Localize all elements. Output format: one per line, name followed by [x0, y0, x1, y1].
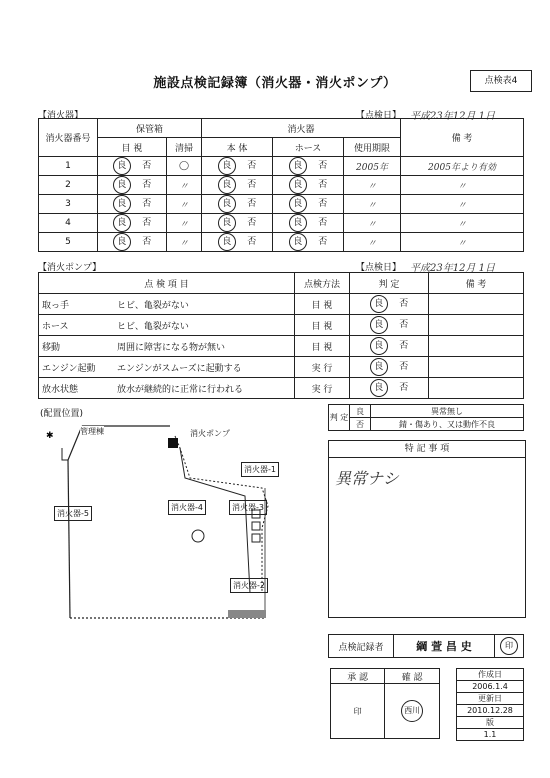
hatched-area	[228, 610, 266, 618]
map-bldg: 管理棟	[80, 427, 104, 436]
hdr-judge: 判 定	[350, 273, 429, 294]
good-mark: 良	[289, 233, 307, 251]
approve-mark: 印	[331, 684, 385, 739]
ext-no: 4	[39, 214, 98, 233]
item-judge	[350, 336, 429, 357]
pump-date-label: 【点検日】	[356, 263, 402, 273]
item-desc: 周囲に障害になる物が無い	[114, 336, 295, 357]
expiry: 〃	[344, 195, 401, 214]
bad-mark: 否	[318, 237, 328, 247]
hdr-hose: ホース	[273, 138, 344, 157]
item-name: エンジン起動	[39, 357, 115, 378]
notes-label: 特 記 事 項	[329, 441, 525, 458]
inspector-label: 点検記録者	[329, 635, 394, 658]
hdr-clean: 清掃	[167, 138, 202, 157]
version-label: 版	[457, 717, 524, 729]
body-check	[202, 176, 273, 195]
map-e4: 消火器-4	[168, 500, 206, 515]
good-mark: 良	[113, 233, 131, 251]
body-check	[202, 195, 273, 214]
ext-date-label: 【点検日】	[356, 111, 402, 121]
hose-check	[273, 233, 344, 252]
item-remarks	[429, 336, 524, 357]
hdr-no: 消火器番号	[39, 119, 98, 157]
hose-check	[273, 214, 344, 233]
bad-mark: 否	[142, 199, 152, 209]
hose-check	[273, 157, 344, 176]
item-desc: ヒビ、亀裂がない	[114, 294, 295, 315]
good-mark: 良	[370, 295, 388, 313]
page-title: 施設点検記録簿（消火器・消火ポンプ）	[153, 76, 397, 91]
table-row	[39, 157, 524, 176]
item-name: 移動	[39, 336, 115, 357]
remarks: 〃	[401, 233, 524, 252]
good-mark: 良	[218, 157, 236, 175]
item-remarks	[429, 315, 524, 336]
box-visual	[98, 195, 167, 214]
table-row	[39, 195, 524, 214]
bad-mark: 否	[247, 237, 257, 247]
good-mark: 良	[218, 233, 236, 251]
bad-mark: 否	[318, 199, 328, 209]
bad-mark: 否	[247, 161, 257, 171]
meta-table	[456, 668, 524, 741]
good-mark: 良	[113, 176, 131, 194]
item-desc: ヒビ、亀裂がない	[114, 315, 295, 336]
bad-mark: 否	[142, 161, 152, 171]
bad-mark: 否	[318, 161, 328, 171]
good-mark: 良	[289, 176, 307, 194]
legend-bad-desc: 錆・傷あり、又は動作不良	[371, 418, 524, 431]
bad-mark: 否	[399, 320, 409, 330]
hdr-visual: 目 視	[98, 138, 167, 157]
form-number: 点検表4	[470, 70, 532, 92]
item-method: 目 視	[295, 294, 350, 315]
table-row	[39, 176, 524, 195]
box-visual	[98, 233, 167, 252]
bad-mark: 否	[318, 180, 328, 190]
expiry: 2005年	[344, 157, 401, 176]
ext-section-label: 【消火器】	[38, 111, 84, 121]
approval-table	[330, 668, 440, 739]
good-mark: 良	[113, 157, 131, 175]
item-judge	[350, 357, 429, 378]
inspector-seal: 印	[500, 637, 518, 655]
body-check	[202, 233, 273, 252]
item-name: 取っ手	[39, 294, 115, 315]
bad-mark: 否	[142, 237, 152, 247]
good-mark: 良	[370, 316, 388, 334]
item-judge	[350, 294, 429, 315]
expiry: 〃	[344, 176, 401, 195]
good-mark: 良	[218, 214, 236, 232]
version: 1.1	[457, 729, 524, 741]
map-e1: 消火器-1	[241, 462, 279, 477]
expiry: 〃	[344, 233, 401, 252]
notes-text: 異常ナシ	[335, 469, 399, 488]
good-mark: 良	[113, 195, 131, 213]
good-mark: 良	[370, 358, 388, 376]
table-row	[39, 214, 524, 233]
table-row	[39, 294, 524, 315]
box-clean: 〃	[167, 233, 202, 252]
pump-section-label: 【消火ポンプ】	[38, 263, 102, 273]
ext-no: 2	[39, 176, 98, 195]
item-method: 実 行	[295, 357, 350, 378]
item-method: 目 視	[295, 336, 350, 357]
map-pump: 消火ポンプ	[190, 429, 230, 438]
north-arrow: ✱	[46, 431, 54, 441]
table-row	[39, 233, 524, 252]
item-judge	[350, 378, 429, 399]
bad-mark: 否	[142, 180, 152, 190]
box-clean: 〃	[167, 214, 202, 233]
table-row	[39, 315, 524, 336]
bad-mark: 否	[142, 218, 152, 228]
box-clean: 〃	[167, 176, 202, 195]
pump-date: 平成23年12月 1日	[410, 263, 495, 274]
hdr-item: 点 検 項 目	[39, 273, 295, 294]
item-judge	[350, 315, 429, 336]
bad-mark: 否	[318, 218, 328, 228]
bad-mark: 否	[399, 341, 409, 351]
ext-no: 1	[39, 157, 98, 176]
good-mark: 良	[289, 195, 307, 213]
legend-judge: 判 定	[329, 405, 350, 431]
item-method: 実 行	[295, 378, 350, 399]
ext-date: 平成23年12月 1日	[410, 111, 495, 122]
inspector-table	[328, 634, 524, 658]
remarks: 〃	[401, 176, 524, 195]
created-date: 2006.1.4	[457, 681, 524, 693]
ext-no: 5	[39, 233, 98, 252]
notes-box	[328, 440, 526, 618]
layout-map	[40, 418, 280, 632]
good-mark: 良	[289, 214, 307, 232]
pump-marker	[168, 438, 178, 448]
inspector-name: 綱 萱 昌 史	[394, 635, 495, 658]
good-mark: 良	[370, 337, 388, 355]
map-e2: 消火器-2	[230, 578, 268, 593]
bad-mark: 否	[399, 362, 409, 372]
hydrant-circle	[192, 530, 204, 542]
hdr-method: 点検方法	[295, 273, 350, 294]
good-mark: 良	[218, 176, 236, 194]
created-label: 作成日	[457, 669, 524, 681]
bad-mark: 否	[247, 199, 257, 209]
box-visual	[98, 157, 167, 176]
item-remarks	[429, 357, 524, 378]
item-method: 目 視	[295, 315, 350, 336]
remarks: 〃	[401, 214, 524, 233]
legend-table	[328, 404, 524, 431]
legend-good-desc: 異常無し	[371, 405, 524, 418]
item-desc: 放水が継続的に正常に行われる	[114, 378, 295, 399]
table-row	[39, 378, 524, 399]
box-clean: ◯	[167, 157, 202, 176]
legend-good: 良	[350, 405, 371, 418]
item-remarks	[429, 294, 524, 315]
good-mark: 良	[113, 214, 131, 232]
updated-date: 2010.12.28	[457, 705, 524, 717]
hose-check	[273, 195, 344, 214]
item-name: 放水状態	[39, 378, 115, 399]
layout-label: (配置位置)	[40, 409, 84, 419]
hose-check	[273, 176, 344, 195]
item-remarks	[429, 378, 524, 399]
bad-mark: 否	[247, 218, 257, 228]
good-mark: 良	[218, 195, 236, 213]
pump-table	[38, 272, 524, 399]
bad-mark: 否	[247, 180, 257, 190]
good-mark: 良	[370, 379, 388, 397]
hdr-expiry: 使用期限	[344, 138, 401, 157]
ext-table	[38, 118, 524, 252]
hdr-remarks: 備 考	[401, 119, 524, 157]
map-e5: 消火器-5	[54, 506, 92, 521]
remarks: 2005年より有効	[401, 157, 524, 176]
item-desc: エンジンがスムーズに起動する	[114, 357, 295, 378]
map-e3: 消火器-3	[229, 500, 267, 515]
box-clean: 〃	[167, 195, 202, 214]
ext-no: 3	[39, 195, 98, 214]
body-check	[202, 214, 273, 233]
remarks: 〃	[401, 195, 524, 214]
hdr-body: 本 体	[202, 138, 273, 157]
confirm-seal: 西川	[401, 700, 423, 722]
bad-mark: 否	[399, 383, 409, 393]
table-row	[39, 336, 524, 357]
box-visual	[98, 176, 167, 195]
hdr-ext: 消火器	[202, 119, 401, 138]
hdr-pump-remarks: 備 考	[429, 273, 524, 294]
approve-label: 承 認	[331, 669, 385, 684]
updated-label: 更新日	[457, 693, 524, 705]
item-name: ホース	[39, 315, 115, 336]
body-check	[202, 157, 273, 176]
legend-bad: 否	[350, 418, 371, 431]
bad-mark: 否	[399, 299, 409, 309]
good-mark: 良	[289, 157, 307, 175]
confirm-label: 確 認	[385, 669, 440, 684]
expiry: 〃	[344, 214, 401, 233]
table-row	[39, 357, 524, 378]
hdr-box: 保管箱	[98, 119, 202, 138]
box-visual	[98, 214, 167, 233]
